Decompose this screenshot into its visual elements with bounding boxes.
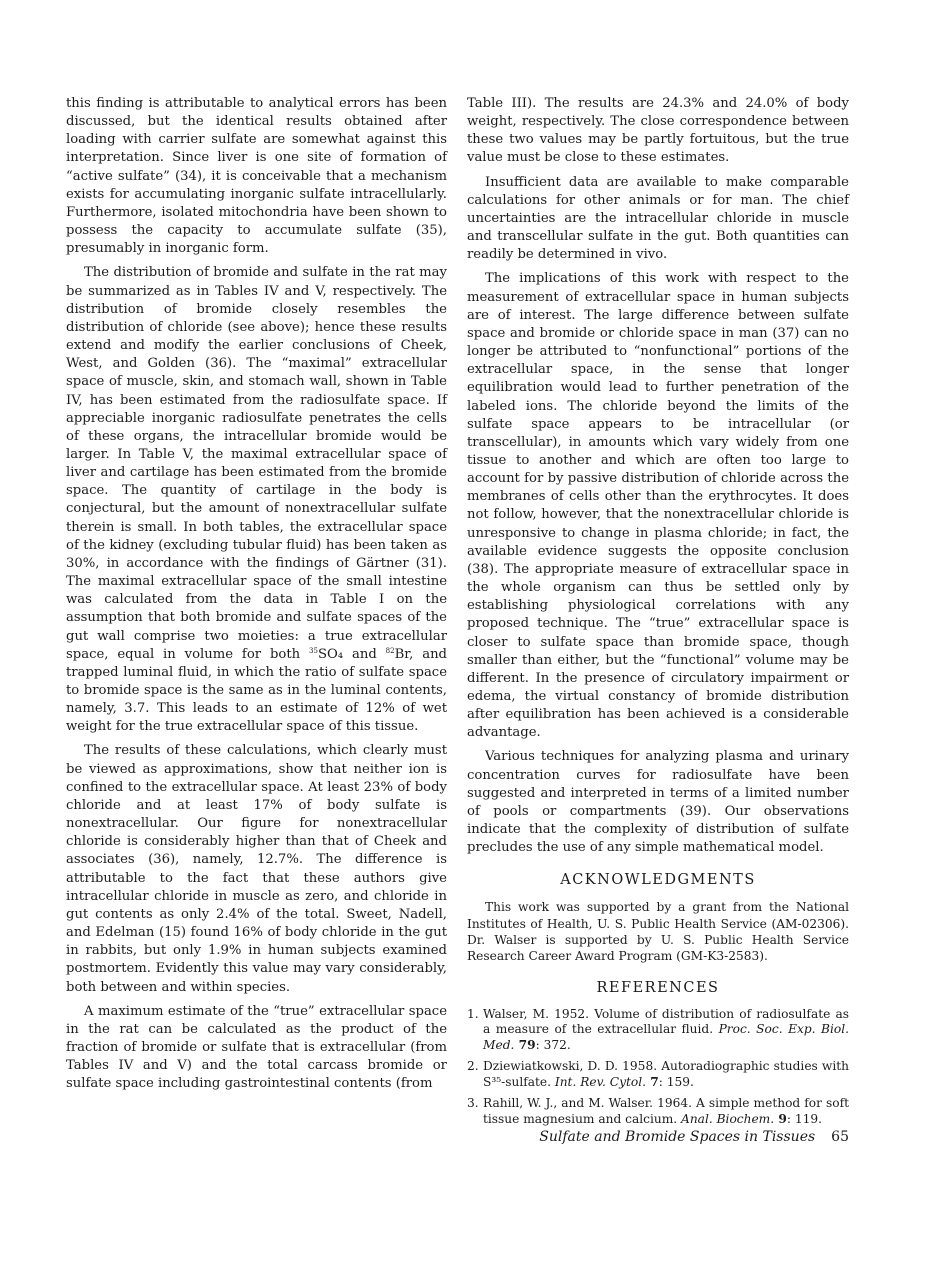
paragraph: The results of these calculations, which clearly must be viewed as approximations, show that neither ion is confined to the extracellular space. At least 23% of body chloride and at least 17% of body sulfate is nonextracellular. Our figure for nonextracellular chloride is considerably higher than that of Cheek and associates (36), namely, 12.7%. The difference is attributable to the fact that these authors give intracellular chloride in muscle as zero, and chloride in gut contents as only 2.4% of the total. Sweet, Nadell, and Edelman (15) found 16% of body chloride in the gut in rabbits, but only 1.9% in human subjects examined postmortem. Evidently this value may vary considerably, both between and within species. [66,743,447,995]
right-column [467,95,849,1133]
reference-volume: 9 [774,1111,787,1126]
reference-text: Dziewiatkowski, D. D. 1958. Autoradiographic studies with S³⁵-sulfate. [483,1059,849,1089]
reference-number: 2. [467,1059,479,1074]
reference-journal: Int. Rev. Cytol. [554,1074,646,1089]
paragraph-text: The distribution of bromide and sulfate in the rat may be summarized as in Tables IV and V, respectively. The distribution of bromide closely resembles the distribution of chloride (see above); hence these results extend and modify the earlier conclusions of Cheek, West, and Golden (36). The “maximal” extracellular space of muscle, skin, and stomach wall, shown in Table IV, has been estimated from the radiosulfate space. If appreciable inorganic radiosulfate penetrates the cells of these organs, the intracellular bromide would be larger. In Table V, the maximal extracellular space of liver and cartilage has been estimated from the bromide space. The quantity of cartilage in the body is conjectural, but the amount of nonextracellular sulfate therein is small. In both tables, the extracellular space of the kidney (excluding tubular fluid) has been taken as 30%, in accordance with the findings of Gärtner (31). The maximal extracellular space of the small intestine was calculated from the data in Table I on the assumption that both bromide and sulfate spaces of the gut wall comprise two moieties: a true extracellular space, equal in volume for both [66,265,447,662]
isotope-superscript: 35 [309,646,318,655]
reference-pages: : 159. [658,1074,694,1089]
reference-number: 1. [467,1006,479,1021]
paragraph-text: and [343,646,386,662]
paragraph-text: , and trapped luminal fluid, in which the ratio of sulfate space to bromide space is the same as in the luminal contents, namely, 3.7. This leads to an estimate of 12% of wet weight for the true extracellular space of this tissue. [66,646,447,735]
left-column [66,95,447,1099]
reference-journal: Proc. Soc. Exp. Biol. Med. [483,1022,849,1052]
paragraph: A maximum estimate of the “true” extracellular space in the rat can be calculated as the product of the fraction of bromide or sulfate that is extracellular (from Tables IV and V) and the total carcass bromide or sulfate space including gastrointestinal contents (from [66,1003,447,1092]
sulfate-formula: SO₄ [317,646,344,662]
page-footer [539,1128,849,1146]
page-number: 65 [831,1129,849,1145]
acknowledgments-text: This work was supported by a grant from the National Institutes of Health, U. S. Public Health Service (AM-02306). Dr. Walser is supported by U. S. Public Health Service Research Career Award Program (GM-K3-2583). [467,900,849,964]
acknowledgments-heading: ACKNOWLEDGMENTS [560,872,756,889]
bromide-formula: Br [394,646,410,662]
reference-volume: 7 [646,1074,659,1089]
paragraph: Table III). The results are 24.3% and 24.0% of body weight, respectively. The close correspondence between these two values may be partly fortuitous, but the true value must be close to these estimates. [467,96,849,166]
reference-pages: : 119. [786,1111,822,1126]
reference-pages: : 372. [535,1037,571,1052]
reference-item [467,1007,849,1054]
reference-number: 3. [467,1096,479,1111]
running-title: Sulfate and Bromide Spaces in Tissues [539,1129,816,1145]
reference-item [467,1059,849,1090]
reference-item [467,1096,849,1127]
reference-list [467,1007,849,1128]
reference-journal: Anal. Biochem. [681,1111,775,1126]
reference-text: Walser, M. 1952. Volume of distribution of radiosulfate as a measure of the extracellular fluid. [483,1006,849,1037]
paragraph: The implications of this work with respect to the measurement of extracellular space in human subjects are of interest. The large difference between sulfate space and bromide or chloride space in man (37) can no longer be attributed to “nonfunctional” portions of the extracellular space, in the sense that longer equilibration would lead to further penetration of the labeled ions. The chloride beyond the limits of the sulfate space appears to be intracellular (or transcellular), in amounts which vary widely from one tissue to another and which are often too large to account for by passive distribution of chloride across the membranes of cells other than the erythrocytes. It does not follow, however, that the nonextracellular chloride is unresponsive to change in plasma chloride; in fact, the available evidence suggests the opposite conclusion (38). The appropriate measure of extracellular space in the whole organism can thus be settled only by establishing physiological correlations with any proposed technique. The “true” extracellular space is closer to sulfate space than bromide space, though smaller than either, but the “functional” volume may be different. In the presence of circulatory impairment or edema, the virtual constancy of bromide distribution after equilibration has been achieved is a considerable advantage. [467,271,849,741]
paragraph: this finding is attributable to analytical errors has been discussed, but the identical results obtained after loading with carrier sulfate are somewhat against this interpretation. Since liver is one site of formation of “active sulfate” (34), it is conceivable that a mechanism exists for accumulating inorganic sulfate intracellularly. Furthermore, isolated mitochondria have been shown to possess the capacity to accumulate sulfate (35), presumably in inorganic form. [66,96,447,257]
paragraph [66,264,447,736]
isotope-superscript: 82 [385,646,395,655]
references-heading: REFERENCES [596,979,720,996]
reference-volume: 79 [514,1037,536,1052]
paragraph: Insufficient data are available to make comparable calculations for other animals or for man. The chief uncertainties are the intracellular chloride in muscle and transcellular sulfate in the gut. Both quantities can readily be determined in vivo. [467,174,849,263]
reference-text: Rahill, W. J., and M. Walser. 1964. A simple method for soft tissue magnesium and calcium. [483,1096,849,1126]
paragraph: Various techniques for analyzing plasma and urinary concentration curves for radiosulfate have been suggested and interpreted in terms of a limited number of pools or compartments (39). Our observations indicate that the complexity of distribution of sulfate precludes the use of any simple mathematical model. [467,749,849,856]
